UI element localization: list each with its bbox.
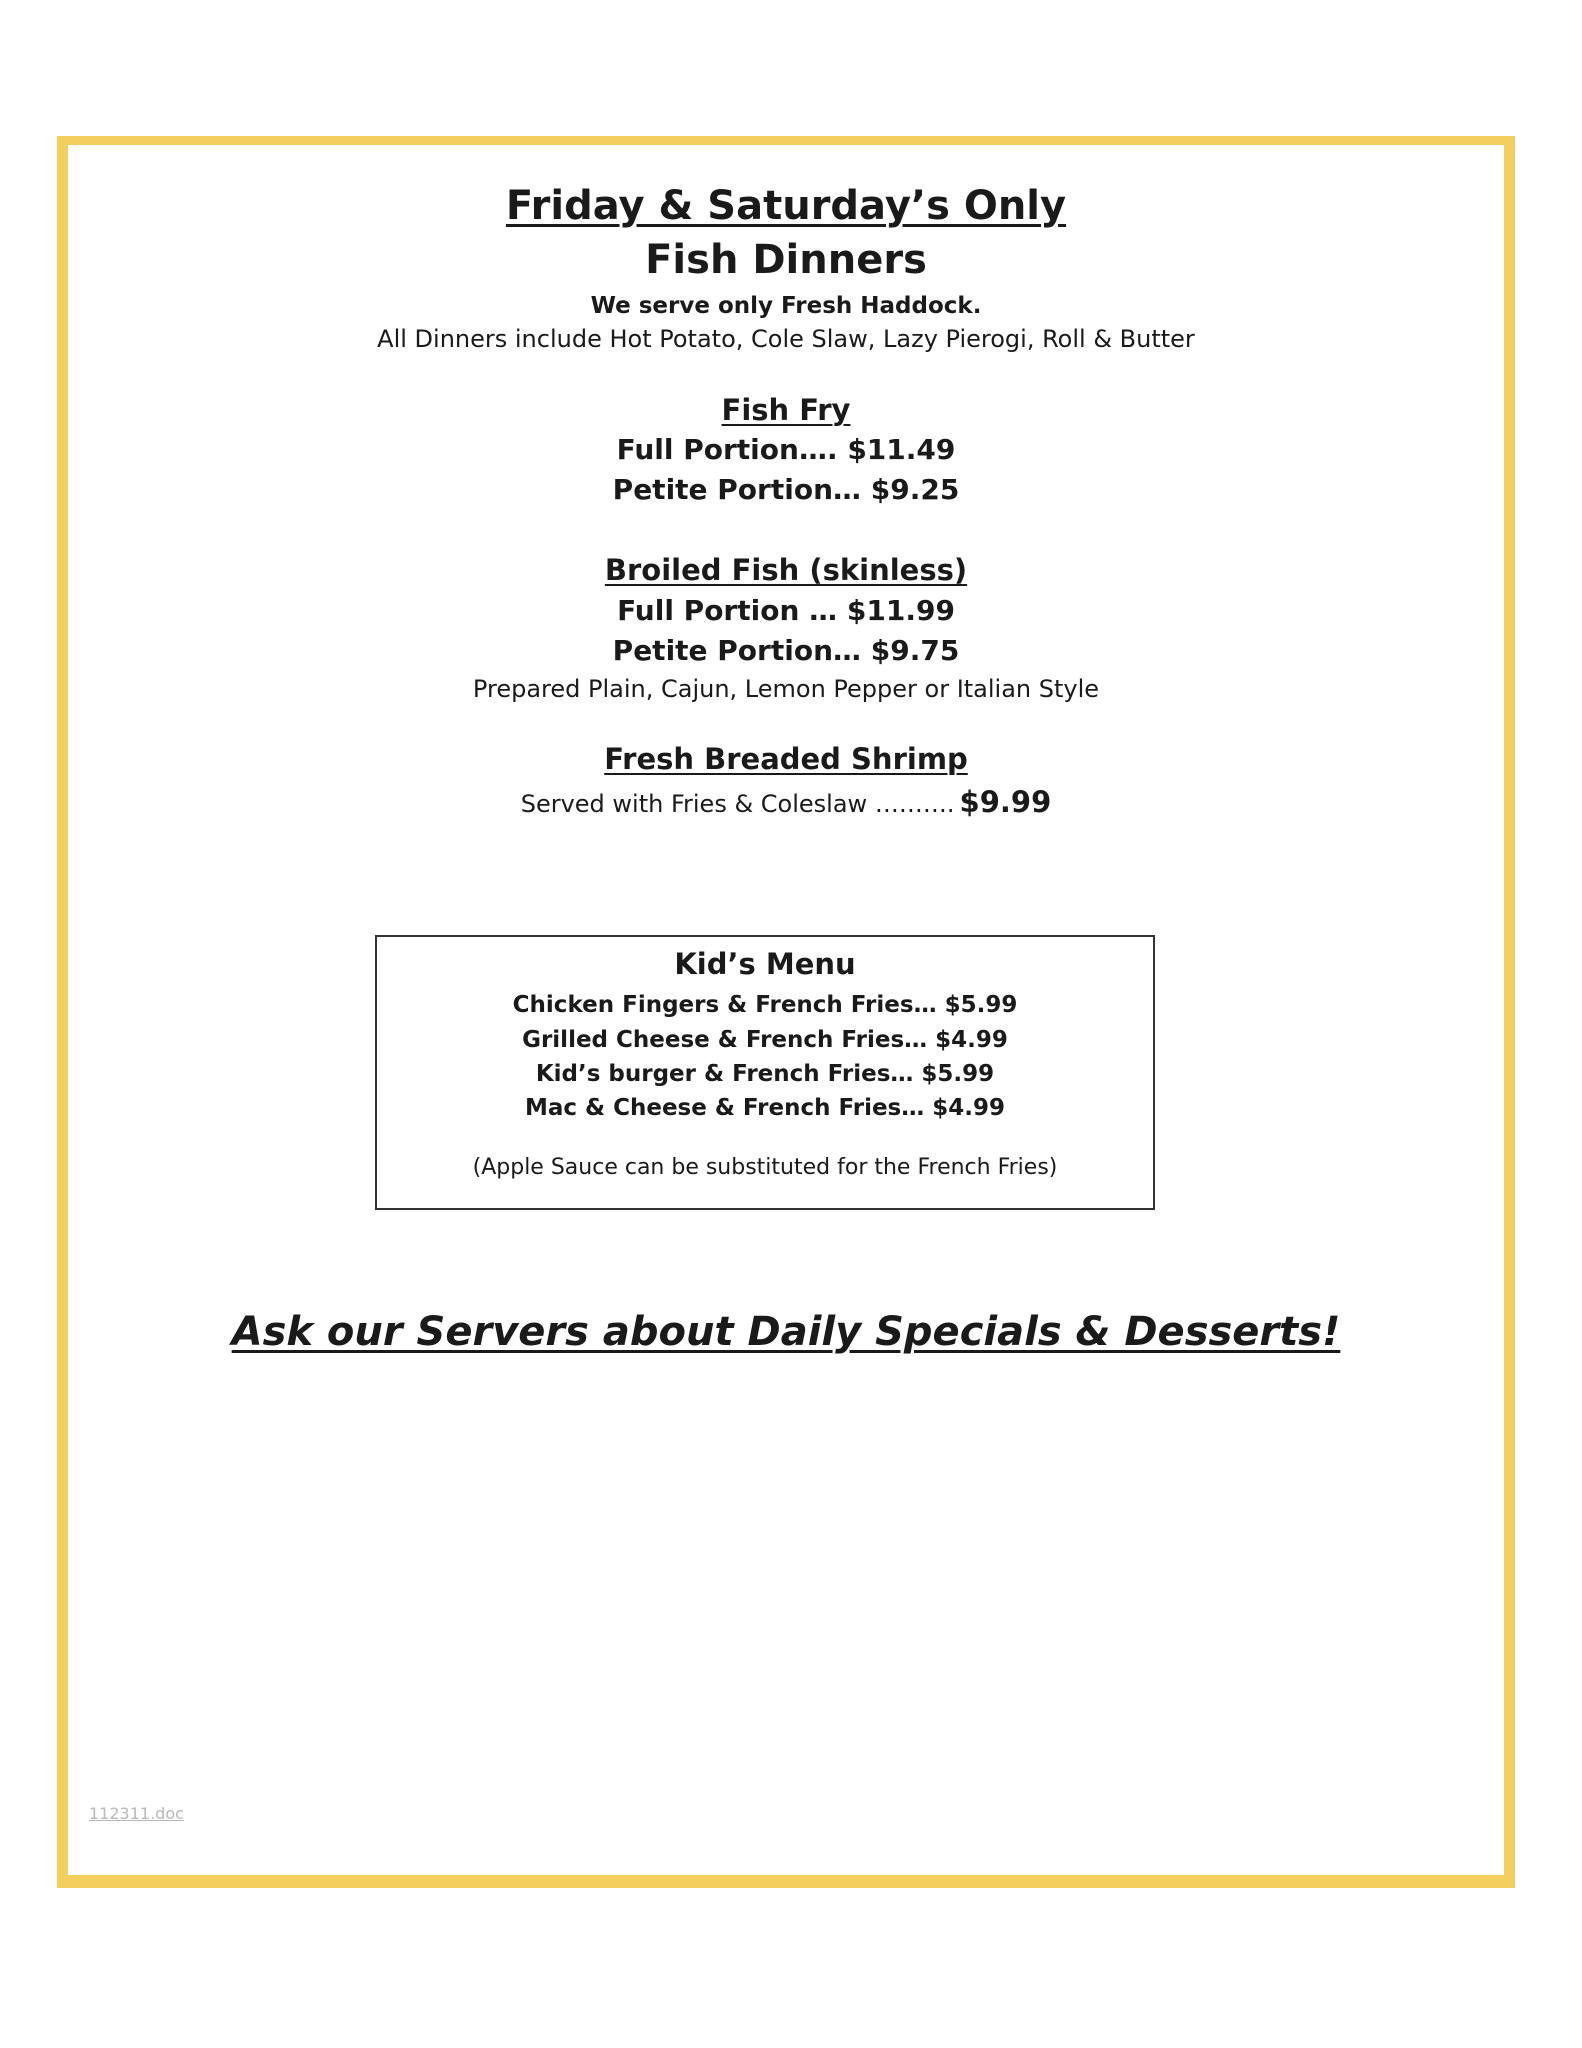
kids-menu-note: (Apple Sauce can be substituted for the French Fries) (472, 1155, 1058, 1180)
broiled-fish-full-portion: Full Portion … $11.99 (617, 594, 955, 627)
menu-subtitle: Fish Dinners (645, 237, 927, 283)
fish-fry-full-portion: Full Portion…. $11.49 (616, 433, 956, 466)
shrimp-heading: Fresh Breaded Shrimp (604, 742, 968, 776)
menu-title: Friday & Saturday’s Only (505, 183, 1067, 229)
menu-border-frame (57, 136, 1515, 1888)
broiled-fish-heading: Broiled Fish (skinless) (604, 553, 968, 587)
daily-specials-callout: Ask our Servers about Daily Specials & Desserts! (231, 1309, 1341, 1355)
shrimp-line (68, 785, 1504, 819)
kids-menu-heading: Kid’s Menu (674, 947, 856, 981)
fish-fry-petite-portion: Petite Portion… $9.25 (612, 473, 960, 506)
shrimp-description: Served with Fries & Coleslaw ………. (520, 790, 955, 818)
shrimp-price: $9.99 (959, 785, 1052, 819)
kids-menu-box (375, 935, 1155, 1210)
menu-tagline: We serve only Fresh Haddock. (590, 293, 982, 319)
kids-menu-item: Kid’s burger & French Fries… $5.99 (535, 1061, 995, 1087)
menu-page (68, 145, 1504, 1875)
fish-fry-heading: Fish Fry (721, 393, 851, 427)
dinner-includes-text: All Dinners include Hot Potato, Cole Slaw, Lazy Pierogi, Roll & Butter (377, 325, 1195, 353)
kids-menu-item: Grilled Cheese & French Fries… $4.99 (522, 1027, 1008, 1053)
kids-menu-item: Mac & Cheese & French Fries… $4.99 (524, 1095, 1005, 1121)
document-filename: 112311.doc (89, 1804, 184, 1823)
broiled-fish-petite-portion: Petite Portion… $9.75 (612, 634, 960, 667)
kids-menu-item: Chicken Fingers & French Fries… $5.99 (512, 992, 1018, 1018)
broiled-fish-styles: Prepared Plain, Cajun, Lemon Pepper or Italian Style (472, 675, 1100, 703)
